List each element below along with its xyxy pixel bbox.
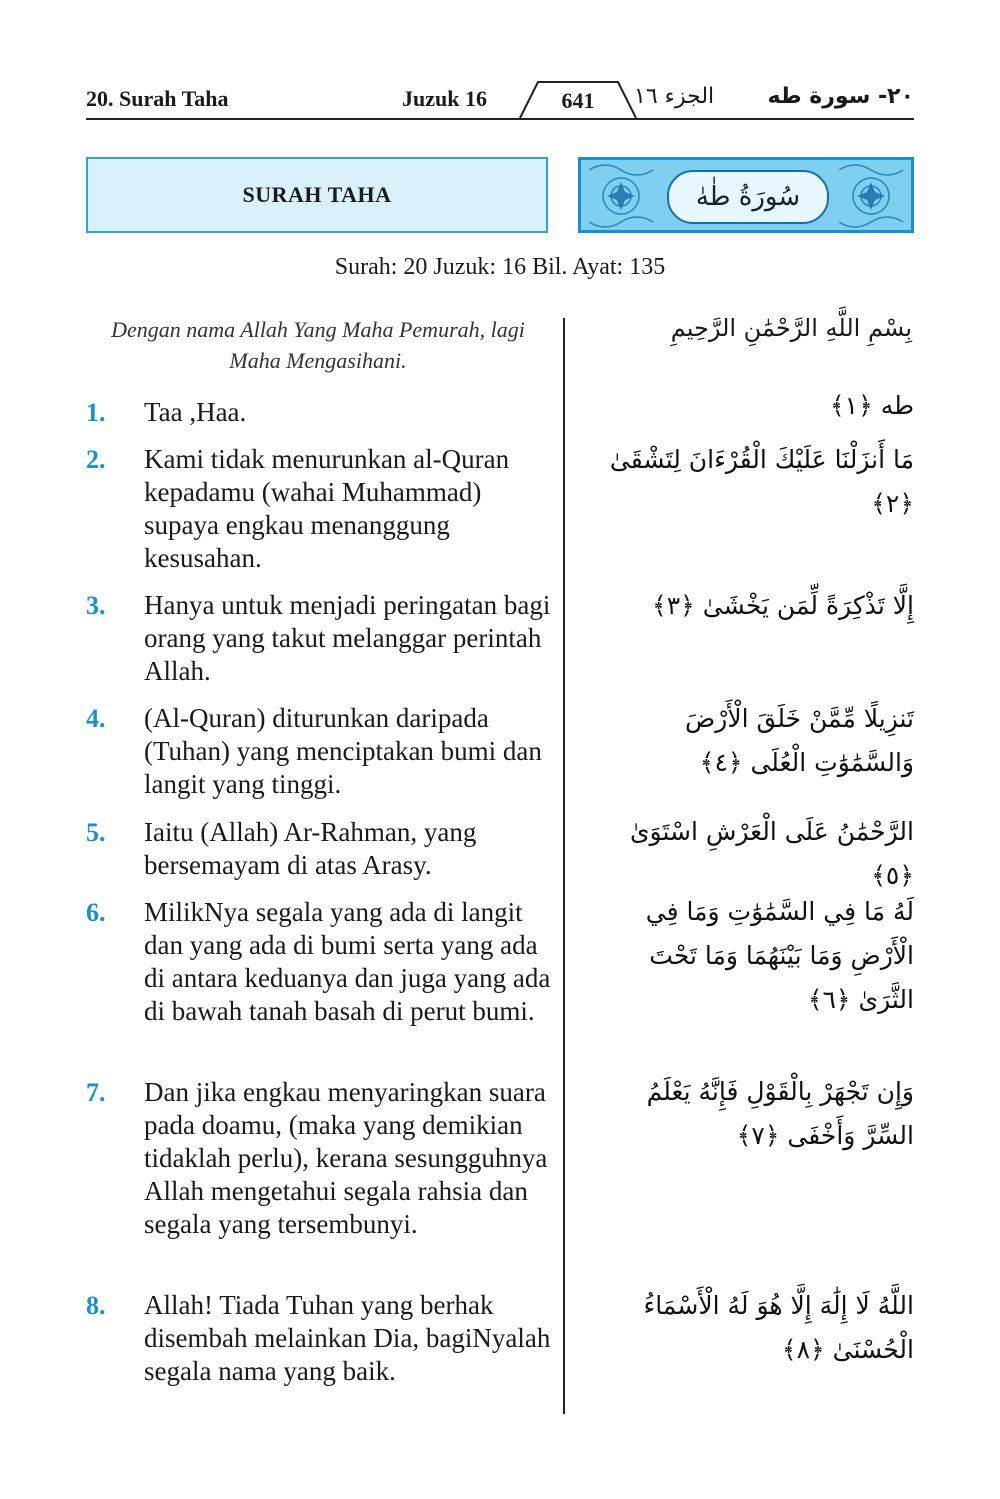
column-divider <box>563 318 565 1414</box>
verse-1-arabic: طه ﴿١﴾ <box>830 391 914 420</box>
verse-number: 7. <box>86 1078 106 1107</box>
basmalah-translation: Dengan nama Allah Yang Maha Pemurah, lagi Maha Mengasihani. <box>111 317 525 373</box>
verse-6-arabic: لَهُ مَا فِي السَّمَٰوَٰتِ وَمَا فِي الْأَرْضِ وَمَا بَيْنَهُمَا وَمَا تَحْتَ الثَّرَىٰ ﴿٦﴾ <box>645 897 914 1014</box>
verse-number: 3. <box>86 591 106 620</box>
verse-3-arabic: إِلَّا تَذْكِرَةً لِّمَن يَخْشَىٰ ﴿٣﴾ <box>652 591 914 620</box>
verse-number: 6. <box>86 898 106 927</box>
verse-translation: Iaitu (Allah) Ar-Rahman, yang bersemayam di atas Arasy. <box>144 817 477 880</box>
surah-name-arabic: سُورَةُ طٰهٰ <box>695 182 801 212</box>
verse-number: 4. <box>86 704 106 733</box>
verse-5-arabic: الرَّحْمَٰنُ عَلَى الْعَرْشِ اسْتَوَىٰ ﴿٥﴾ <box>629 817 914 890</box>
surah-name-cartouche <box>667 170 829 224</box>
verse-7-arabic: وَإِن تَجْهَرْ بِالْقَوْلِ فَإِنَّهُ يَعْلَمُ السِّرَّ وَأَخْفَى ﴿٧﴾ <box>646 1077 914 1150</box>
verse-number: 2. <box>86 445 106 474</box>
page-number: 641 <box>561 88 595 113</box>
header-surah-title: 20. Surah Taha <box>86 86 229 111</box>
verse-4-arabic: تَنزِيلًا مِّمَّنْ خَلَقَ الْأَرْضَ وَالسَّمَٰوَٰتِ الْعُلَى ﴿٤﴾ <box>685 704 914 777</box>
verse-2-arabic: مَا أَنزَلْنَا عَلَيْكَ الْقُرْءَانَ لِتَشْقَىٰ ﴿٢﴾ <box>609 445 914 518</box>
header-juz-arabic: الجزء ١٦ <box>634 84 715 109</box>
verse-translation: (Al-Quran) diturunkan daripada (Tuhan) yang menciptakan bumi dan langit yang tinggi. <box>144 703 542 799</box>
basmalah-arabic: بِسْمِ اللَّهِ الرَّحْمَٰنِ الرَّحِيمِ <box>670 314 912 342</box>
page-number-tab <box>518 80 638 120</box>
header-juzuk: Juzuk 16 <box>402 86 487 111</box>
verse-translation: MilikNya segala yang ada di langit dan yang ada di bumi serta yang ada di antara keduanya dan juga yang ada di bawah tanah basah di perut bumi. <box>144 897 551 1026</box>
verse-translation: Taa ,Haa. <box>144 397 247 427</box>
verse-translation: Dan jika engkau menyaringkan suara pada doamu, (maka yang demikian tidaklah perlu), kerana sesungguhnya Allah mengetahui segala rahsia dan segala yang tersembunyi. <box>144 1077 548 1239</box>
verse-number: 8. <box>86 1291 106 1320</box>
verse-translation: Kami tidak menurunkan al-Quran kepadamu (wahai Muhammad) supaya engkau menanggung kesusahan. <box>144 444 510 573</box>
verse-translation: Hanya untuk menjadi peringatan bagi orang yang takut melanggar perintah Allah. <box>144 590 551 686</box>
verse-translation: Allah! Tiada Tuhan yang berhak disembah melainkan Dia, bagiNyalah segala nama yang baik. <box>144 1290 551 1386</box>
running-header <box>86 84 914 120</box>
header-surah-arabic: ٢٠- سورة طه <box>767 84 914 109</box>
verse-number: 1. <box>86 398 106 427</box>
surah-info-line: Surah: 20 Juzuk: 16 Bil. Ayat: 135 <box>334 254 666 280</box>
header-rule <box>86 118 914 120</box>
verse-8-arabic: اللَّهُ لَا إِلَٰهَ إِلَّا هُوَ لَهُ الْأَسْمَاءُ الْحُسْنَىٰ ﴿٨﴾ <box>643 1291 914 1364</box>
verse-number: 5. <box>86 818 106 847</box>
surah-title-box <box>86 157 548 233</box>
surah-title: SURAH TAHA <box>242 182 392 207</box>
surah-ornament-panel <box>578 157 914 233</box>
